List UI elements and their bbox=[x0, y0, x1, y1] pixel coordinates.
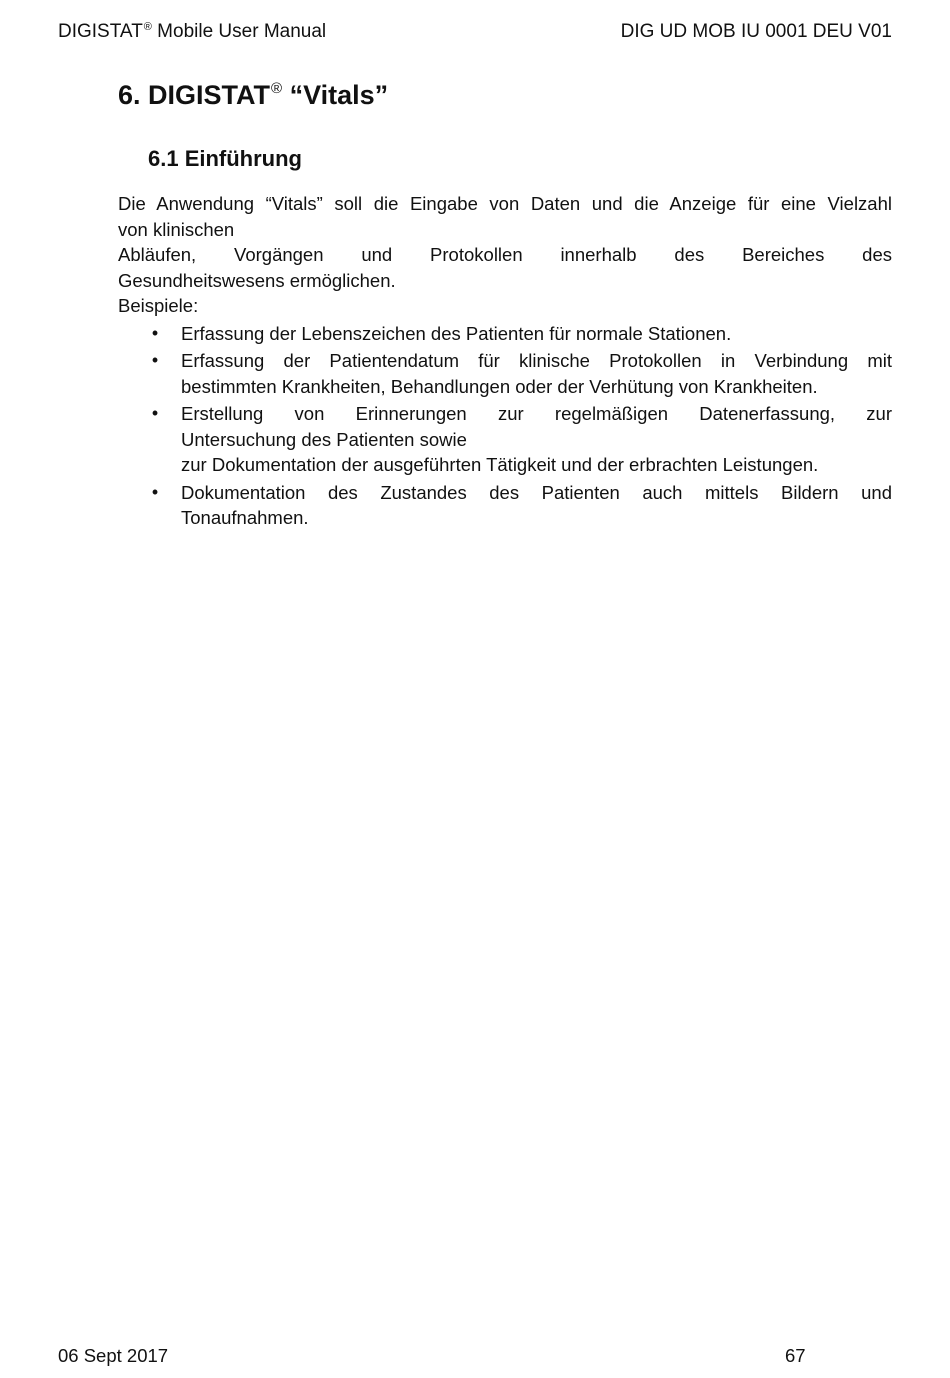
section-heading: 6.1 Einführung bbox=[148, 146, 302, 171]
header-title-text: DIGISTAT bbox=[58, 21, 143, 42]
list-item-line: Untersuchung des Patienten sowie bbox=[181, 428, 467, 450]
intro-line: von klinischen bbox=[118, 218, 235, 240]
list-item-line: Tonaufnahmen. bbox=[181, 507, 309, 528]
list-item-line: zur Dokumentation der ausgeführten Tätigkeit und der erbrachten Leistungen. bbox=[181, 454, 819, 475]
bullet-icon: • bbox=[151, 350, 159, 370]
list-item-line: Dokumentation des Zustandes des Patienten auch mittels Bildern und bbox=[181, 481, 892, 503]
header-title-suffix: Mobile User Manual bbox=[151, 21, 327, 42]
list-item bbox=[118, 480, 892, 531]
list-item bbox=[118, 348, 892, 399]
intro-paragraph bbox=[118, 191, 892, 319]
document-code: DIG UD MOB IU 0001 DEU V01 bbox=[620, 21, 892, 42]
bullet-icon: • bbox=[151, 322, 159, 343]
bullet-icon: • bbox=[151, 481, 159, 502]
page-header-title bbox=[58, 21, 326, 43]
registered-mark: ® bbox=[143, 21, 152, 33]
list-item-line: Erstellung von Erinnerungen zur regelmäßigen Datenerfassung, zur bbox=[181, 403, 892, 424]
chapter-heading-suffix: “Vitals” bbox=[282, 80, 389, 110]
examples-list bbox=[118, 321, 892, 531]
bullet-icon: • bbox=[151, 403, 159, 423]
list-item-line: Erfassung der Lebenszeichen des Patienten für normale Stationen. bbox=[181, 322, 732, 344]
list-item bbox=[118, 321, 892, 347]
footer-date: 06 Sept 2017 bbox=[58, 1345, 169, 1366]
list-item-line: bestimmten Krankheiten, Behandlungen oder der Verhütung von Krankheiten. bbox=[181, 375, 818, 397]
body-content bbox=[118, 191, 892, 533]
page-number: 67 bbox=[785, 1345, 806, 1366]
list-item bbox=[118, 401, 892, 478]
examples-label: Beispiele: bbox=[118, 295, 199, 316]
intro-line: Abläufen, Vorgängen und Protokollen innerhalb des Bereiches des bbox=[118, 244, 892, 265]
chapter-heading bbox=[118, 80, 388, 111]
chapter-heading-text: 6. DIGISTAT bbox=[118, 80, 271, 110]
list-item-line: Erfassung der Patientendatum für klinische Protokollen in Verbindung mit bbox=[181, 350, 892, 371]
intro-line: Die Anwendung “Vitals” soll die Eingabe von Daten und die Anzeige für eine Vielzahl bbox=[118, 193, 892, 214]
intro-line: Gesundheitswesens ermöglichen. bbox=[118, 269, 396, 291]
registered-mark: ® bbox=[271, 80, 283, 97]
